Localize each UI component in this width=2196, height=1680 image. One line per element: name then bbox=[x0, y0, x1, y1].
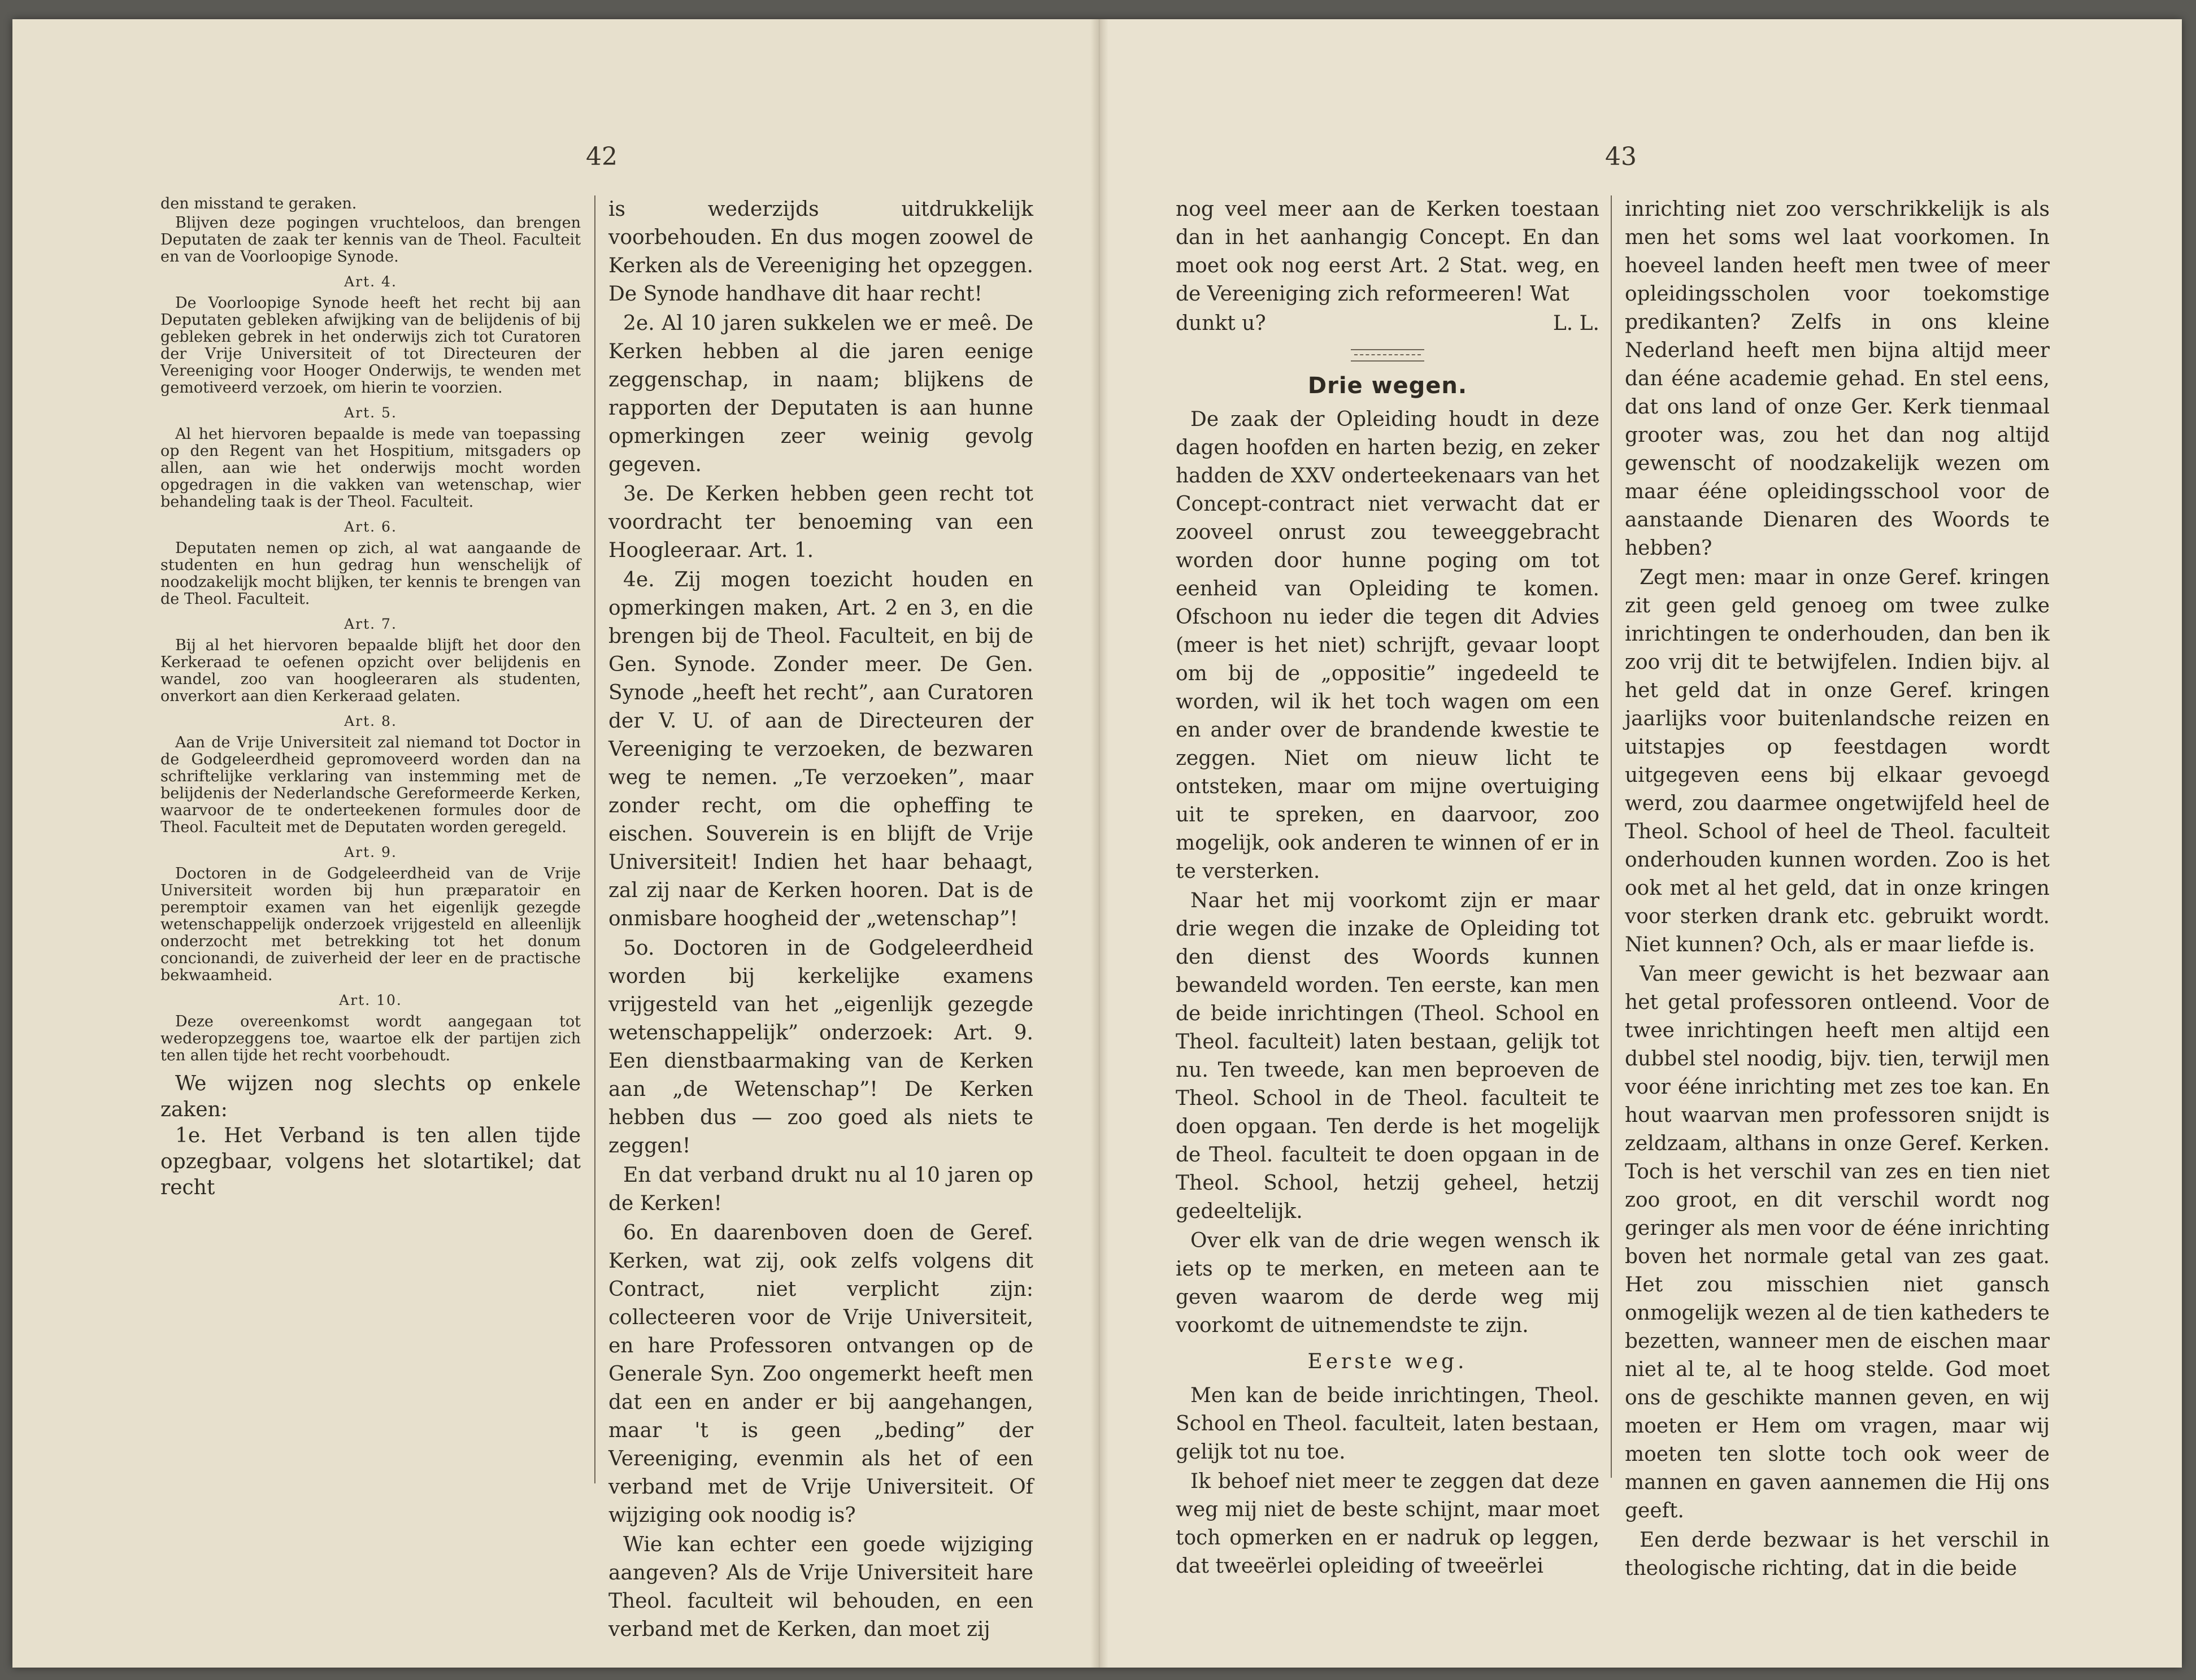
paragraph: 3e. De Kerken hebben geen recht tot voordracht ter benoeming van een Hoogleeraar. Art. 1. bbox=[608, 482, 1033, 562]
paragraph: Deputaten nemen op zich, al wat aangaande de studenten en hun gedrag hun wenschelijk of noodzakelijk mocht blijken, ter kennis te brengen van de Theol. Faculteit. bbox=[160, 539, 581, 608]
paragraph: Doctoren in de Godgeleerdheid van de Vrije Universiteit worden bij hun præparatoir en peremptoir examen van het eigenlijk gezegde wetenschappelijk onderzoek vrijgesteld en alleenlijk onderzocht met betrekking tot het donum concionandi, de zuiverheid der leer en de practische bekwaamheid. bbox=[160, 865, 581, 984]
article-heading: Art. 4. bbox=[344, 273, 397, 290]
paragraph: 5o. Doctoren in de Godgeleerdheid worden bij kerkelijke examens vrijgesteld van het „eigenlijk gezegde wetenschappelijk” onderzoek: Art. 9. Een dienstbaarmaking van de Kerken aan „de Wetenschap”! De Kerken hebben dus — zoo goed als niets te zeggen! bbox=[608, 937, 1033, 1157]
paragraph: den misstand te geraken. bbox=[160, 195, 357, 212]
page-number-left: 42 bbox=[586, 142, 618, 171]
paragraph: We wijzen nog slechts op enkele zaken: bbox=[160, 1072, 581, 1121]
paragraph: 4e. Zij mogen toezicht houden en opmerkingen maken, Art. 2 en 3, en die brengen bij de Theol. Faculteit, en bij de Gen. Synode. Zonder meer. De Gen. Synode „heeft het recht”, aan Curatoren der V. U. of aan de Directeuren der Vereeniging te verzoeken, de bezwaren weg te nemen. „Te verzoeken”, maar zonder recht, om die opheffing te eischen. Souverein is en blijft de Vrije Universiteit! Indien het haar behaagt, zal zij naar de Kerken hooren. Dat is de onmisbare hoogheid der „wetenschap”! bbox=[608, 568, 1033, 930]
signature-line bbox=[1176, 310, 1599, 338]
paragraph: Blijven deze pogingen vruchteloos, dan brengen Deputaten de zaak ter kennis van de Theol. Faculteit en van de Voorloopige Synode. bbox=[160, 214, 581, 266]
paragraph: De zaak der Opleiding houdt in deze dagen hoofden en harten bezig, en zeker hadden de XXV onderteekenaars van het Concept-contract niet verwacht dat er zooveel onrust zou teweeggebracht worden door hunne poging om tot eenheid van Opleiding te komen. Ofschoon nu ieder die tegen dit Advies (meer is het niet) schrijft, gevaar loopt om bij de „oppositie” ingedeeld te worden, wil ik het toch wagen om een en ander over de brandende kwestie te zeggen. Niet om nieuw licht te ontsteken, maar om mijne overtuiging uit te spreken, en daarvoor, zoo mogelijk, ook anderen te winnen of er in te versterken. bbox=[1176, 408, 1599, 883]
paragraph: Wie kan echter een goede wijziging aangeven? Als de Vrije Universiteit hare Theol. faculteit wil behouden, en een verband met de Kerken, dan moet zij bbox=[608, 1533, 1033, 1641]
article-heading: Art. 10. bbox=[339, 992, 402, 1008]
article-heading: Art. 8. bbox=[344, 713, 397, 729]
paragraph: En dat verband drukt nu al 10 jaren op de Kerken! bbox=[608, 1164, 1033, 1215]
paragraph: Ik behoef niet meer te zeggen dat deze weg mij niet de beste schijnt, maar moet toch opmerken en er nadruk op leggen, dat tweeërlei opleiding of tweeërlei bbox=[1176, 1470, 1599, 1578]
paragraph: Over elk van de drie wegen wensch ik iets op te merken, en meteen aan te geven waarom de derde weg mij voorkomt de uitnemendste te zijn. bbox=[1176, 1229, 1599, 1337]
ornament-divider bbox=[1351, 349, 1424, 362]
left-page bbox=[12, 19, 1099, 1668]
paragraph: Aan de Vrije Universiteit zal niemand tot Doctor in de Godgeleerdheid gepromoveerd worden dan na schriftelijke verklaring van instemming met de belijdenis der Nederlandsche Gereformeerde Kerken, waarvoor de te onderteekenen formules door de Theol. Faculteit met de Deputaten worden geregeld. bbox=[160, 734, 581, 836]
article-heading: Art. 6. bbox=[344, 519, 397, 535]
page-number-right: 43 bbox=[1605, 142, 1637, 171]
column-rule bbox=[1611, 195, 1612, 1478]
signature-text: dunkt u? bbox=[1176, 312, 1266, 335]
article-heading: Art. 9. bbox=[344, 844, 397, 860]
paragraph: Bij al het hiervoren bepaalde blijft het door den Kerkeraad te oefenen opzicht over belijdenis en wandel, zoo van hoogleeraren als studenten, onverkort aan dien Kerkeraad gelaten. bbox=[160, 637, 581, 705]
paragraph: Een derde bezwaar is het verschil in theologische richting, dat in die beide bbox=[1625, 1529, 2050, 1580]
paragraph: is wederzijds uitdrukkelijk voorbehouden. En dus mogen zoowel de Kerken als de Vereeniging het opzeggen. De Synode handhave dit haar recht! bbox=[608, 198, 1033, 306]
paragraph: Zegt men: maar in onze Geref. kringen zit geen geld genoeg om twee zulke inrichtingen te onderhouden, dan ben ik zoo vrij dit te betwijfelen. Indien bijv. al het geld dat in onze Geref. kringen jaarlijks voor buitenlandsche reizen en uitstapjes op feestdagen wordt uitgegeven eens bij elkaar gevoegd werd, zou daarmee ongetwijfeld heel de Theol. School of heel de Theol. faculteit onderhouden kunnen worden. Zoo is het ook met al het geld, dat in onze kringen voor sterken drank etc. gebruikt wordt. Niet kunnen? Och, als er maar liefde is. bbox=[1625, 566, 2050, 956]
left-column-2 bbox=[608, 195, 1033, 1645]
article-title: Drie wegen. bbox=[1307, 373, 1468, 399]
paragraph: 1e. Het Verband is ten allen tijde opzegbaar, volgens het slotartikel; dat recht bbox=[160, 1124, 581, 1199]
paragraph: Men kan de beide inrichtingen, Theol. School en Theol. faculteit, laten bestaan, gelijk tot nu toe. bbox=[1176, 1384, 1599, 1464]
column-rule bbox=[594, 195, 595, 1483]
left-column-1 bbox=[160, 195, 581, 1201]
book-spread bbox=[12, 19, 2182, 1668]
paragraph: Al het hiervoren bepaalde is mede van toepassing op den Regent van het Hospitium, mitsgaders op allen, aan wie het onderwijs mocht worden opgedragen in die vakken van wetenschap, wier behandeling taak is der Theol. Faculteit. bbox=[160, 425, 581, 511]
paragraph: Van meer gewicht is het bezwaar aan het getal professoren ontleend. Voor de twee inrichtingen heeft men altijd een dubbel stel noodig, bijv. tien, terwijl men voor ééne inrichting met zes toe kan. En hout waarvan men professoren snijdt is zeldzaam, althans in onze Geref. Kerken. Toch is het verschil van zes en tien niet zoo groot, en dit verschil wordt nog geringer als men voor de ééne inrichting boven het normale getal van zes gaat. Het zou misschien niet gansch onmogelijk wezen al de tien katheders te bezetten, wanneer men de eischen maar niet al te, al te hoog stelde. God moet ons de geschikte mannen geven, en wij moeten er Hem om vragen, maar wij moeten ten slotte toch ook weer de mannen en gaven aannemen die Hij ons geeft. bbox=[1625, 963, 2050, 1522]
article-heading: Art. 7. bbox=[344, 616, 397, 632]
right-page bbox=[1099, 19, 2182, 1668]
paragraph: Naar het mij voorkomt zijn er maar drie wegen die inzake de Opleiding tot den dienst des Woords kunnen bewandeld worden. Ten eerste, kan men de beide inrichtingen (Theol. School en Theol. faculteit) laten bestaan, gelijk tot nu. Ten tweede, kan men beproeven de Theol. School in de Theol. faculteit te doen opgaan. Ten derde is het mogelijk de Theol. faculteit te doen opgaan in de Theol. School, hetzij geheel, hetzij gedeeltelijk. bbox=[1176, 889, 1599, 1223]
book-gutter bbox=[1090, 19, 1108, 1668]
paragraph: Deze overeenkomst wordt aangegaan tot wederopzeggens toe, waartoe elk der partijen zich ten allen tijde het recht voorbehoudt. bbox=[160, 1013, 581, 1064]
paragraph: inrichting niet zoo verschrikkelijk is als men het soms wel laat voorkomen. In hoeveel landen heeft men twee of meer opleidingsscholen voor toekomstige predikanten? Zelfs in ons kleine Nederland heeft men bijna altijd meer dan ééne academie gehad. En stel eens, dat ons land of onze Ger. Kerk tienmaal grooter was, zou het dan nog altijd gewenscht of noodzakelijk wezen om maar ééne opleidingsschool voor de aanstaande Dienaren des Woords te hebben? bbox=[1625, 198, 2050, 560]
right-column-1 bbox=[1176, 195, 1599, 1582]
paragraph: 6o. En daarenboven doen de Geref. Kerken, wat zij, ook zelfs volgens dit Contract, niet verplicht zijn: collecteeren voor de Vrije Universiteit, en hare Professoren ontvangen op de Generale Syn. Zoo ongemerkt heeft men dat een en ander er bij aangehangen, maar 't is geen „beding” der Vereeniging, evenmin als het of een verband met de Vrije Universiteit. Of wijziging ook noodig is? bbox=[608, 1221, 1033, 1527]
paragraph: nog veel meer aan de Kerken toestaan dan in het aanhangig Concept. En dan moet ook nog eerst Art. 2 Stat. weg, en de Vereeniging zich reformeeren! Wat bbox=[1176, 198, 1599, 306]
article-heading: Art. 5. bbox=[344, 404, 397, 421]
paragraph: 2e. Al 10 jaren sukkelen we er meê. De Kerken hebben al die jaren eenige zeggenschap, in naam; blijkens de rapporten der Deputaten is aan hunne opmerkingen zeer weinig gevolg gegeven. bbox=[608, 312, 1033, 476]
right-column-2 bbox=[1625, 195, 2050, 1584]
author-initials: L. L. bbox=[1553, 312, 1599, 335]
paragraph: De Voorloopige Synode heeft het recht bij aan Deputaten gebleken afwijking van de belijdenis of bij gebleken gebrek in het onderwijs zich tot Curatoren der Vrije Universiteit of tot Directeuren der Vereeniging voor Hooger Onderwijs, te wenden met gemotiveerd verzoek, om hierin te voorzien. bbox=[160, 294, 581, 397]
section-heading: Eerste weg. bbox=[1307, 1350, 1468, 1373]
